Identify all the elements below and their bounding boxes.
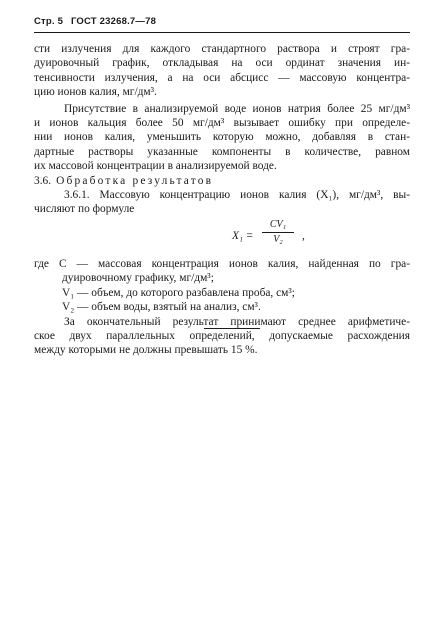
text-line: 3.6.1. Массовую концентрацию ионов калия (X₁), мг/дм³, вы- [64, 189, 410, 202]
text-line: нии ионов калия, уменьшить которую можно, добавляя в стан- [34, 131, 410, 144]
formula-denominator: V₂ [273, 233, 283, 245]
formula-fraction [260, 219, 296, 246]
definition-v1: V₁ — объем, до которого разбавлена проба, см³; [62, 286, 295, 299]
text-line: За окончательный результат принимают среднее арифметиче- [64, 315, 410, 328]
text-line: ское двух параллельных определений, допускаемые расхождения [34, 329, 410, 342]
text-line: тенсивности излучения, а на оси абсцисс — массовую концентра- [34, 71, 410, 84]
text-line: дартные растворы указанные компоненты в количестве, равном [34, 145, 410, 158]
text-line: между которыми не должны превышать 15 %. [34, 344, 258, 357]
fraction-bar [262, 232, 294, 233]
paragraph-conclusion [34, 315, 410, 358]
page-header [34, 16, 161, 27]
definition-c [34, 257, 410, 286]
text-line: где C — массовая концентрация ионов калия, найденная по гра- [34, 257, 410, 270]
definition-v2: V₂ — объем воды, взятый на анализ, см³. [62, 301, 261, 314]
text-line: сти излучения для каждого стандартного раствора и строят гра- [34, 43, 410, 55]
text-line: Присутствие в анализируемой воде ионов натрия более 25 мг/дм³ [64, 102, 410, 115]
header-rule [34, 32, 410, 33]
section-heading [34, 174, 410, 188]
text-line: их массовой концентрации в анализируемой воде. [34, 160, 277, 173]
formula-lhs: X₁ = [232, 229, 254, 242]
formula [34, 219, 410, 253]
text-line: числяют по формуле [34, 203, 135, 216]
text-line: дуировочный график, откладывая на оси ординат значения ин- [34, 57, 410, 70]
document-body [34, 42, 410, 358]
formula-comma: , [302, 229, 305, 242]
end-rule [204, 328, 260, 329]
standard-code: ГОСТ 23268.7—78 [70, 16, 157, 27]
formula-numerator: CV₁ [269, 218, 287, 230]
section-title: Обработка результатов [56, 174, 214, 187]
paragraph-interference [34, 102, 410, 174]
paragraph-calibration [34, 42, 410, 100]
text-line: цию ионов калия, мг/дм³. [34, 86, 157, 99]
paragraph-calculation [34, 188, 410, 217]
section-number: 3.6. [34, 174, 52, 187]
text-line: и ионов кальция более 50 мг/дм³ вызывает ошибку при определе- [34, 117, 410, 130]
definitions [34, 257, 410, 315]
text-line: дуировочному графику, мг/дм³; [62, 272, 214, 285]
page-number: Стр. 5 [34, 16, 64, 27]
